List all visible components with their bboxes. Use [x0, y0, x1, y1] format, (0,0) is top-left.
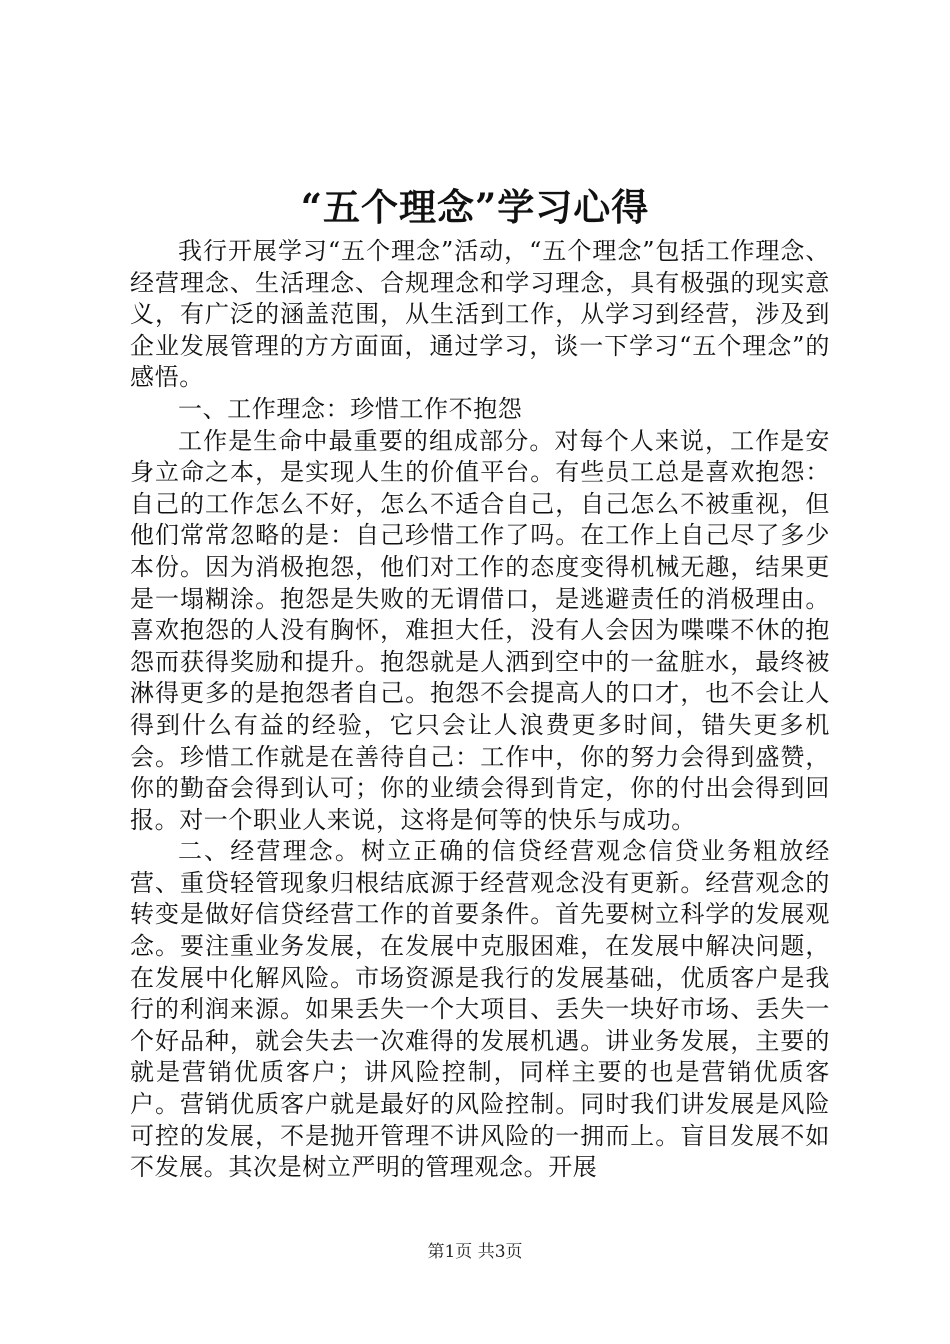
document-title: “五个理念”学习心得 [300, 185, 650, 229]
section-heading-work-concept: 一、工作理念：珍惜工作不抱怨 [178, 394, 523, 423]
paragraph-work-concept: 工作是生命中最重要的组成部分。对每个人来说，工作是安身立命之本，是实现人生的价值平台。有些员工总是喜欢抱怨：自己的工作怎么不好，怎么不适合自己，自己怎么不被重视，但他们常常忽略的是：自己珍惜工作了吗。在工作上自己尽了多少本份。因为消极抱怨，他们对工作的态度变得机械无趣，结果更是一塌糊涂。抱怨是失败的无谓借口，是逃避责任的消极理由。喜欢抱怨的人没有胸怀，难担大任，没有人会因为喋喋不休的抱怨而获得奖励和提升。抱怨就是人洒到空中的一盆脏水，最终被淋得更多的是抱怨者自己。抱怨不会提高人的口才，也不会让人得到什么有益的经验，它只会让人浪费更多时间，错失更多机会。珍惜工作就是在善待自己：工作中，你的努力会得到盛赞，你的勤奋会得到认可；你的业绩会得到肯定，你的付出会得到回报。对一个职业人来说，这将是何等的快乐与成功。 [130, 426, 830, 834]
paragraph-intro: 我行开展学习“五个理念”活动，“五个理念”包括工作理念、经营理念、生活理念、合规理念和学习理念，具有极强的现实意义，有广泛的涵盖范围，从生活到工作，从学习到经营，涉及到企业发展管理的方方面面，通过学习，谈一下学习“五个理念”的感悟。 [130, 237, 830, 392]
document-body [130, 236, 830, 1184]
page-number-footer: 第1页 共3页 [427, 1242, 523, 1262]
paragraph-business-concept: 二、经营理念。树立正确的信贷经营观念信贷业务粗放经营、重贷轻管现象归根结底源于经营观念没有更新。经营观念的转变是做好信贷经营工作的首要条件。首先要树立科学的发展观念。要注重业务发展，在发展中克服困难，在发展中解决问题，在发展中化解风险。市场资源是我行的发展基础，优质客户是我行的利润来源。如果丢失一个大项目、丢失一块好市场、丢失一个好品种，就会失去一次难得的发展机遇。讲业务发展，主要的就是营销优质客户；讲风险控制，同样主要的也是营销优质客户。营销优质客户就是最好的风险控制。同时我们讲发展是风险可控的发展，不是抛开管理不讲风险的一拥而上。盲目发展不如不发展。其次是树立严明的管理观念。开展 [130, 837, 830, 1182]
